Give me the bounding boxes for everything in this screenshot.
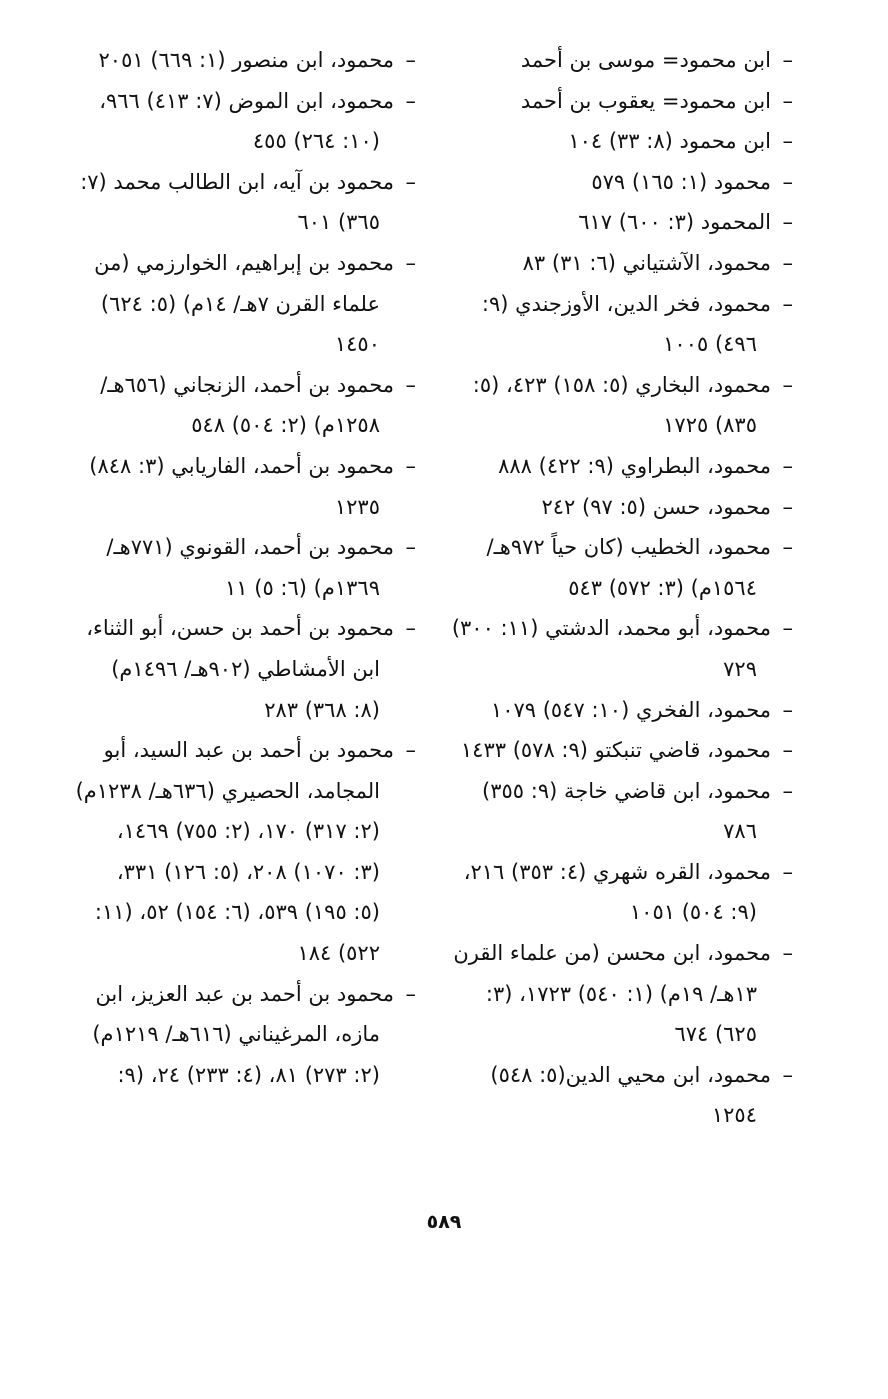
entry-dash: –: [782, 616, 793, 641]
entry-line: ١٤٥٠: [334, 332, 380, 357]
page-number: ٥٨٩: [426, 1211, 462, 1233]
entry-text: [455, 40, 771, 81]
index-column-right: [451, 40, 793, 1136]
entry-text: [455, 243, 771, 284]
entry-text: [80, 243, 394, 365]
entry-line: ١٣هـ/ ١٩م) (١: ٥٤٠) ١٧٢٣، (٣:: [485, 981, 757, 1006]
entry-line: (٣: ١٠٧٠) ٢٠٨، (٥: ١٢٦) ٣٣١،: [116, 859, 380, 884]
entry-text: [451, 608, 771, 689]
entry-line: محمود، الفخري (١٠: ٥٤٧) ١٠٧٩: [490, 697, 771, 722]
entry-line: ٧٢٩: [723, 656, 757, 681]
index-entry: [455, 40, 793, 81]
index-entry: [455, 202, 793, 243]
index-entry: [455, 933, 793, 1055]
entry-line: ابن محمود (٨: ٣٣) ١٠٤: [568, 129, 771, 154]
entry-line: ١٢٣٥: [334, 494, 380, 519]
index-entry: [455, 243, 793, 284]
index-entry: [455, 730, 793, 771]
entry-text: [455, 202, 771, 243]
entry-line: محمود، الآشتياني (٦: ٣١) ٨٣: [522, 250, 771, 275]
entry-line: محمود بن أحمد، القونوي (٧٧١هـ/: [106, 535, 394, 560]
entry-line: ١٥٦٤م) (٣: ٥٧٢) ٥٤٣: [568, 575, 757, 600]
entry-line: (٥: ١٩٥) ٥٣٩، (٦: ١٥٤) ٥٢، (١١:: [94, 900, 380, 925]
entry-line: محمود، قاضي تنبكتو (٩: ٥٧٨) ١٤٣٣: [460, 738, 771, 763]
index-entry: [455, 690, 793, 731]
entry-text: [80, 81, 394, 162]
index-entry: [455, 162, 793, 203]
entry-line: محمود، ابن منصور (١: ٦٦٩) ٢٠٥١: [98, 48, 394, 72]
entry-dash: –: [782, 453, 793, 478]
entry-line: ٣٦٥) ٦٠١: [297, 210, 380, 235]
index-entry: [80, 40, 416, 81]
entry-line: (٢: ٢٧٣) ٨١، (٤: ٢٣٣) ٢٤، (٩:: [117, 1062, 380, 1087]
entry-dash: –: [405, 250, 416, 275]
entry-dash: –: [405, 738, 416, 763]
index-entry: [80, 608, 416, 730]
index-entry: [80, 365, 416, 446]
entry-line: (٩: ٥٠٤) ١٠٥١: [629, 900, 757, 925]
entry-text: [80, 365, 394, 446]
entry-dash: –: [405, 535, 416, 560]
index-entry: [80, 974, 416, 1096]
entry-text: [455, 81, 771, 122]
entry-line: مازه، المرغيناني (٦١٦هـ/ ١٢١٩م): [92, 1022, 380, 1047]
entry-line: محمود، القره شهري (٤: ٣٥٣) ٢١٦،: [463, 859, 771, 884]
entry-line: محمود (١: ١٦٥) ٥٧٩: [591, 169, 771, 194]
entry-line: محمود بن أحمد، الفاريابي (٣: ٨٤٨): [89, 453, 394, 478]
entry-dash: –: [405, 88, 416, 113]
entry-line: المحمود (٣: ٦٠٠) ٦١٧: [578, 210, 771, 235]
entry-text: [80, 974, 394, 1096]
entry-text: [80, 527, 394, 608]
entry-text: [455, 162, 771, 203]
entry-line: ابن محمود= يعقوب بن أحمد: [520, 88, 771, 113]
entry-text: [455, 771, 771, 852]
entry-text: [455, 487, 771, 528]
entry-text: [80, 162, 394, 243]
index-entry: [80, 446, 416, 527]
entry-text: [455, 446, 771, 487]
entry-dash: –: [405, 48, 416, 72]
entry-dash: –: [405, 616, 416, 641]
index-entry: [80, 81, 416, 162]
entry-text: [455, 284, 771, 365]
entry-text: [455, 1055, 771, 1136]
entry-text: [455, 852, 771, 933]
entry-line: محمود، البطراوي (٩: ٤٢٢) ٨٨٨: [498, 453, 771, 478]
entry-dash: –: [782, 697, 793, 722]
entry-text: [455, 730, 771, 771]
entry-line: محمود، أبو محمد، الدشتي (١١: ٣٠٠): [451, 616, 771, 641]
index-entry: [80, 243, 416, 365]
entry-text: [455, 365, 771, 446]
index-entry: [455, 81, 793, 122]
index-entry: [455, 527, 793, 608]
entry-dash: –: [782, 1062, 793, 1087]
index-entry: [80, 162, 416, 243]
entry-line: ٤٩٦) ١٠٠٥: [663, 332, 757, 357]
entry-dash: –: [782, 129, 793, 154]
index-entry: [455, 487, 793, 528]
entry-text: [455, 690, 771, 731]
index-entry: [455, 852, 793, 933]
index-column-left: [75, 40, 416, 1095]
index-entry: [451, 608, 793, 689]
index-entry: [455, 1055, 793, 1136]
entry-line: محمود بن آيه، ابن الطالب محمد (٧:: [80, 169, 394, 194]
entry-dash: –: [782, 738, 793, 763]
entry-line: محمود بن أحمد بن حسن، أبو الثناء،: [86, 616, 394, 641]
entry-line: ٧٨٦: [723, 819, 757, 844]
entry-line: محمود بن إبراهيم، الخوارزمي (من: [94, 250, 394, 275]
entry-dash: –: [405, 981, 416, 1006]
entry-dash: –: [782, 372, 793, 397]
entry-dash: –: [782, 250, 793, 275]
index-entry: [455, 365, 793, 446]
entry-text: [75, 730, 394, 974]
entry-text: [455, 933, 771, 1055]
entry-dash: –: [782, 48, 793, 72]
entry-line: ١٣٦٩م) (٦: ٥) ١١: [225, 575, 380, 600]
entry-dash: –: [782, 859, 793, 884]
entry-dash: –: [782, 778, 793, 803]
index-entry: [75, 730, 416, 974]
entry-line: محمود، البخاري (٥: ١٥٨) ٤٢٣، (٥:: [472, 372, 771, 397]
entry-line: (٢: ٣١٧) ١٧٠، (٢: ٧٥٥) ١٤٦٩،: [116, 819, 380, 844]
entry-line: ٥٢٢) ١٨٤: [297, 941, 380, 966]
entry-line: ابن الأمشاطي (٩٠٢هـ/ ١٤٩٦م): [111, 656, 380, 681]
entry-line: ٦٢٥) ٦٧٤: [674, 1022, 757, 1047]
index-entry: [455, 446, 793, 487]
entry-text: [455, 121, 771, 162]
entry-line: (٨: ٣٦٨) ٢٨٣: [264, 697, 380, 722]
entry-line: محمود، ابن الموض (٧: ٤١٣) ٩٦٦،: [99, 88, 394, 113]
entry-dash: –: [782, 88, 793, 113]
entry-line: المجامد، الحصيري (٦٣٦هـ/ ١٢٣٨م): [75, 778, 380, 803]
entry-line: محمود، ابن قاضي خاجة (٩: ٣٥٥): [482, 778, 771, 803]
entry-dash: –: [782, 535, 793, 560]
entry-line: محمود بن أحمد بن عبد العزيز، ابن: [95, 981, 394, 1006]
entry-line: محمود، ابن محيي الدين(٥: ٥٤٨): [490, 1062, 771, 1087]
index-entry: [455, 284, 793, 365]
entry-text: [80, 40, 394, 81]
entry-line: ١٢٥٨م) (٢: ٥٠٤) ٥٤٨: [191, 413, 380, 438]
entry-dash: –: [405, 372, 416, 397]
entry-line: محمود، حسن (٥: ٩٧) ٢٤٢: [541, 494, 771, 519]
entry-dash: –: [782, 941, 793, 966]
entry-dash: –: [782, 291, 793, 316]
entry-line: محمود بن أحمد بن عبد السيد، أبو: [103, 738, 394, 763]
entry-dash: –: [782, 210, 793, 235]
entry-line: ٨٣٥) ١٧٢٥: [663, 413, 757, 438]
index-entry: [80, 527, 416, 608]
index-entry: [455, 771, 793, 852]
entry-line: ابن محمود= موسى بن أحمد: [520, 48, 771, 72]
entry-text: [455, 527, 771, 608]
index-entry: [455, 121, 793, 162]
entry-dash: –: [782, 169, 793, 194]
entry-text: [80, 446, 394, 527]
entry-line: (١٠: ٢٦٤) ٤٥٥: [252, 129, 380, 154]
entry-dash: –: [405, 453, 416, 478]
entry-line: محمود، فخر الدين، الأوزجندي (٩:: [481, 291, 771, 316]
entry-line: علماء القرن ٧هـ/ ١٤م) (٥: ٦٢٤): [100, 291, 380, 316]
entry-dash: –: [782, 494, 793, 519]
entry-dash: –: [405, 169, 416, 194]
entry-line: ١٢٥٤: [711, 1103, 757, 1128]
entry-line: محمود، الخطيب (كان حياً ٩٧٢هـ/: [486, 535, 771, 560]
entry-line: محمود، ابن محسن (من علماء القرن: [453, 941, 771, 966]
entry-line: محمود بن أحمد، الزنجاني (٦٥٦هـ/: [100, 372, 394, 397]
entry-text: [80, 608, 394, 730]
